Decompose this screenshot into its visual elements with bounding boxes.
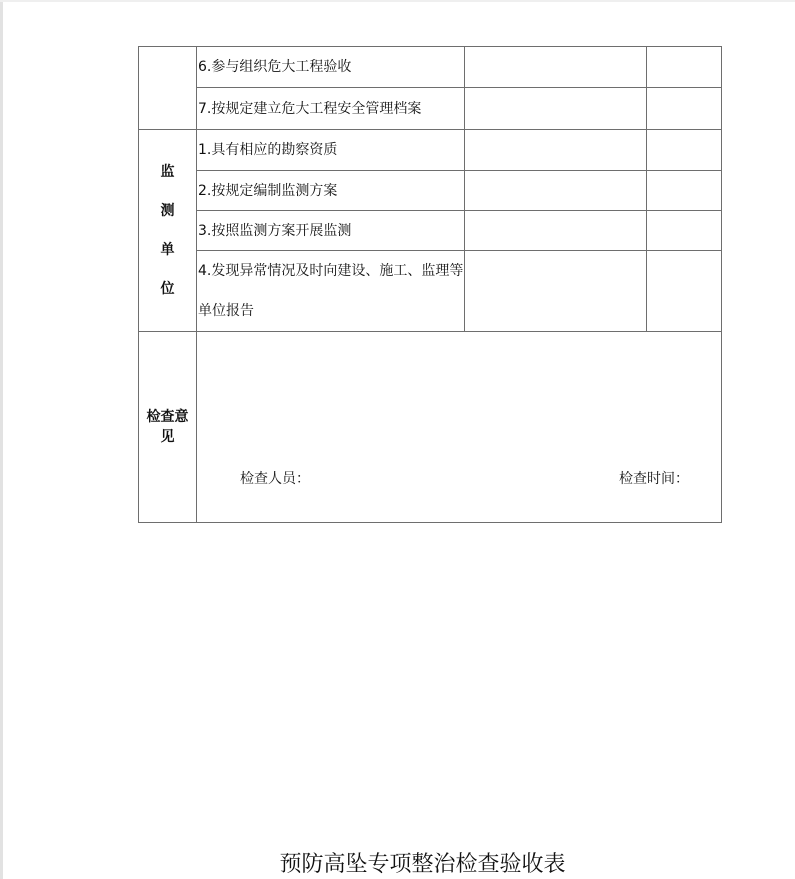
opinion-label-line: 检查意 xyxy=(146,409,189,425)
result-cell xyxy=(465,130,647,171)
remark-cell xyxy=(647,130,722,171)
result-cell xyxy=(465,171,647,211)
result-cell xyxy=(465,88,647,130)
next-page-title: 预防高坠专项整治检查验收表 xyxy=(279,852,566,877)
page-top-edge xyxy=(0,0,795,2)
inspector-label: 检查人员： xyxy=(240,470,310,487)
label-char: 位 xyxy=(160,280,175,297)
opinion-cell xyxy=(197,332,722,523)
result-cell xyxy=(465,47,647,88)
label-char: 监 xyxy=(160,163,175,180)
monitoring-unit-label xyxy=(139,130,197,332)
label-char: 测 xyxy=(160,202,175,219)
remark-cell xyxy=(647,47,722,88)
remark-cell xyxy=(647,251,722,332)
remark-cell xyxy=(647,88,722,130)
page-left-edge xyxy=(0,0,3,879)
remark-cell xyxy=(647,211,722,251)
opinion-label xyxy=(139,332,197,523)
result-cell xyxy=(465,211,647,251)
opinion-label-line: 见 xyxy=(160,429,175,445)
continued-section-cell xyxy=(139,47,197,130)
result-cell xyxy=(465,251,647,332)
label-char: 单 xyxy=(160,241,175,258)
item-text-cell: 4.发现异常情况及时向建设、施工、监理等单位报告 xyxy=(197,251,465,332)
item-text-cell: 6.参与组织危大工程验收 xyxy=(197,47,465,88)
item-text-cell: 2.按规定编制监测方案 xyxy=(197,171,465,211)
inspection-table xyxy=(138,46,722,523)
inspection-time-label: 检查时间： xyxy=(619,470,689,487)
remark-cell xyxy=(647,171,722,211)
table-row xyxy=(139,251,722,332)
item-text-cell: 3.按照监测方案开展监测 xyxy=(197,211,465,251)
item-text-cell: 1.具有相应的勘察资质 xyxy=(197,130,465,171)
table-row xyxy=(139,88,722,130)
table-row xyxy=(139,211,722,251)
table-row xyxy=(139,332,722,523)
table-row xyxy=(139,47,722,88)
table-row xyxy=(139,171,722,211)
item-text-cell: 7.按规定建立危大工程安全管理档案 xyxy=(197,88,465,130)
table-row xyxy=(139,130,722,171)
